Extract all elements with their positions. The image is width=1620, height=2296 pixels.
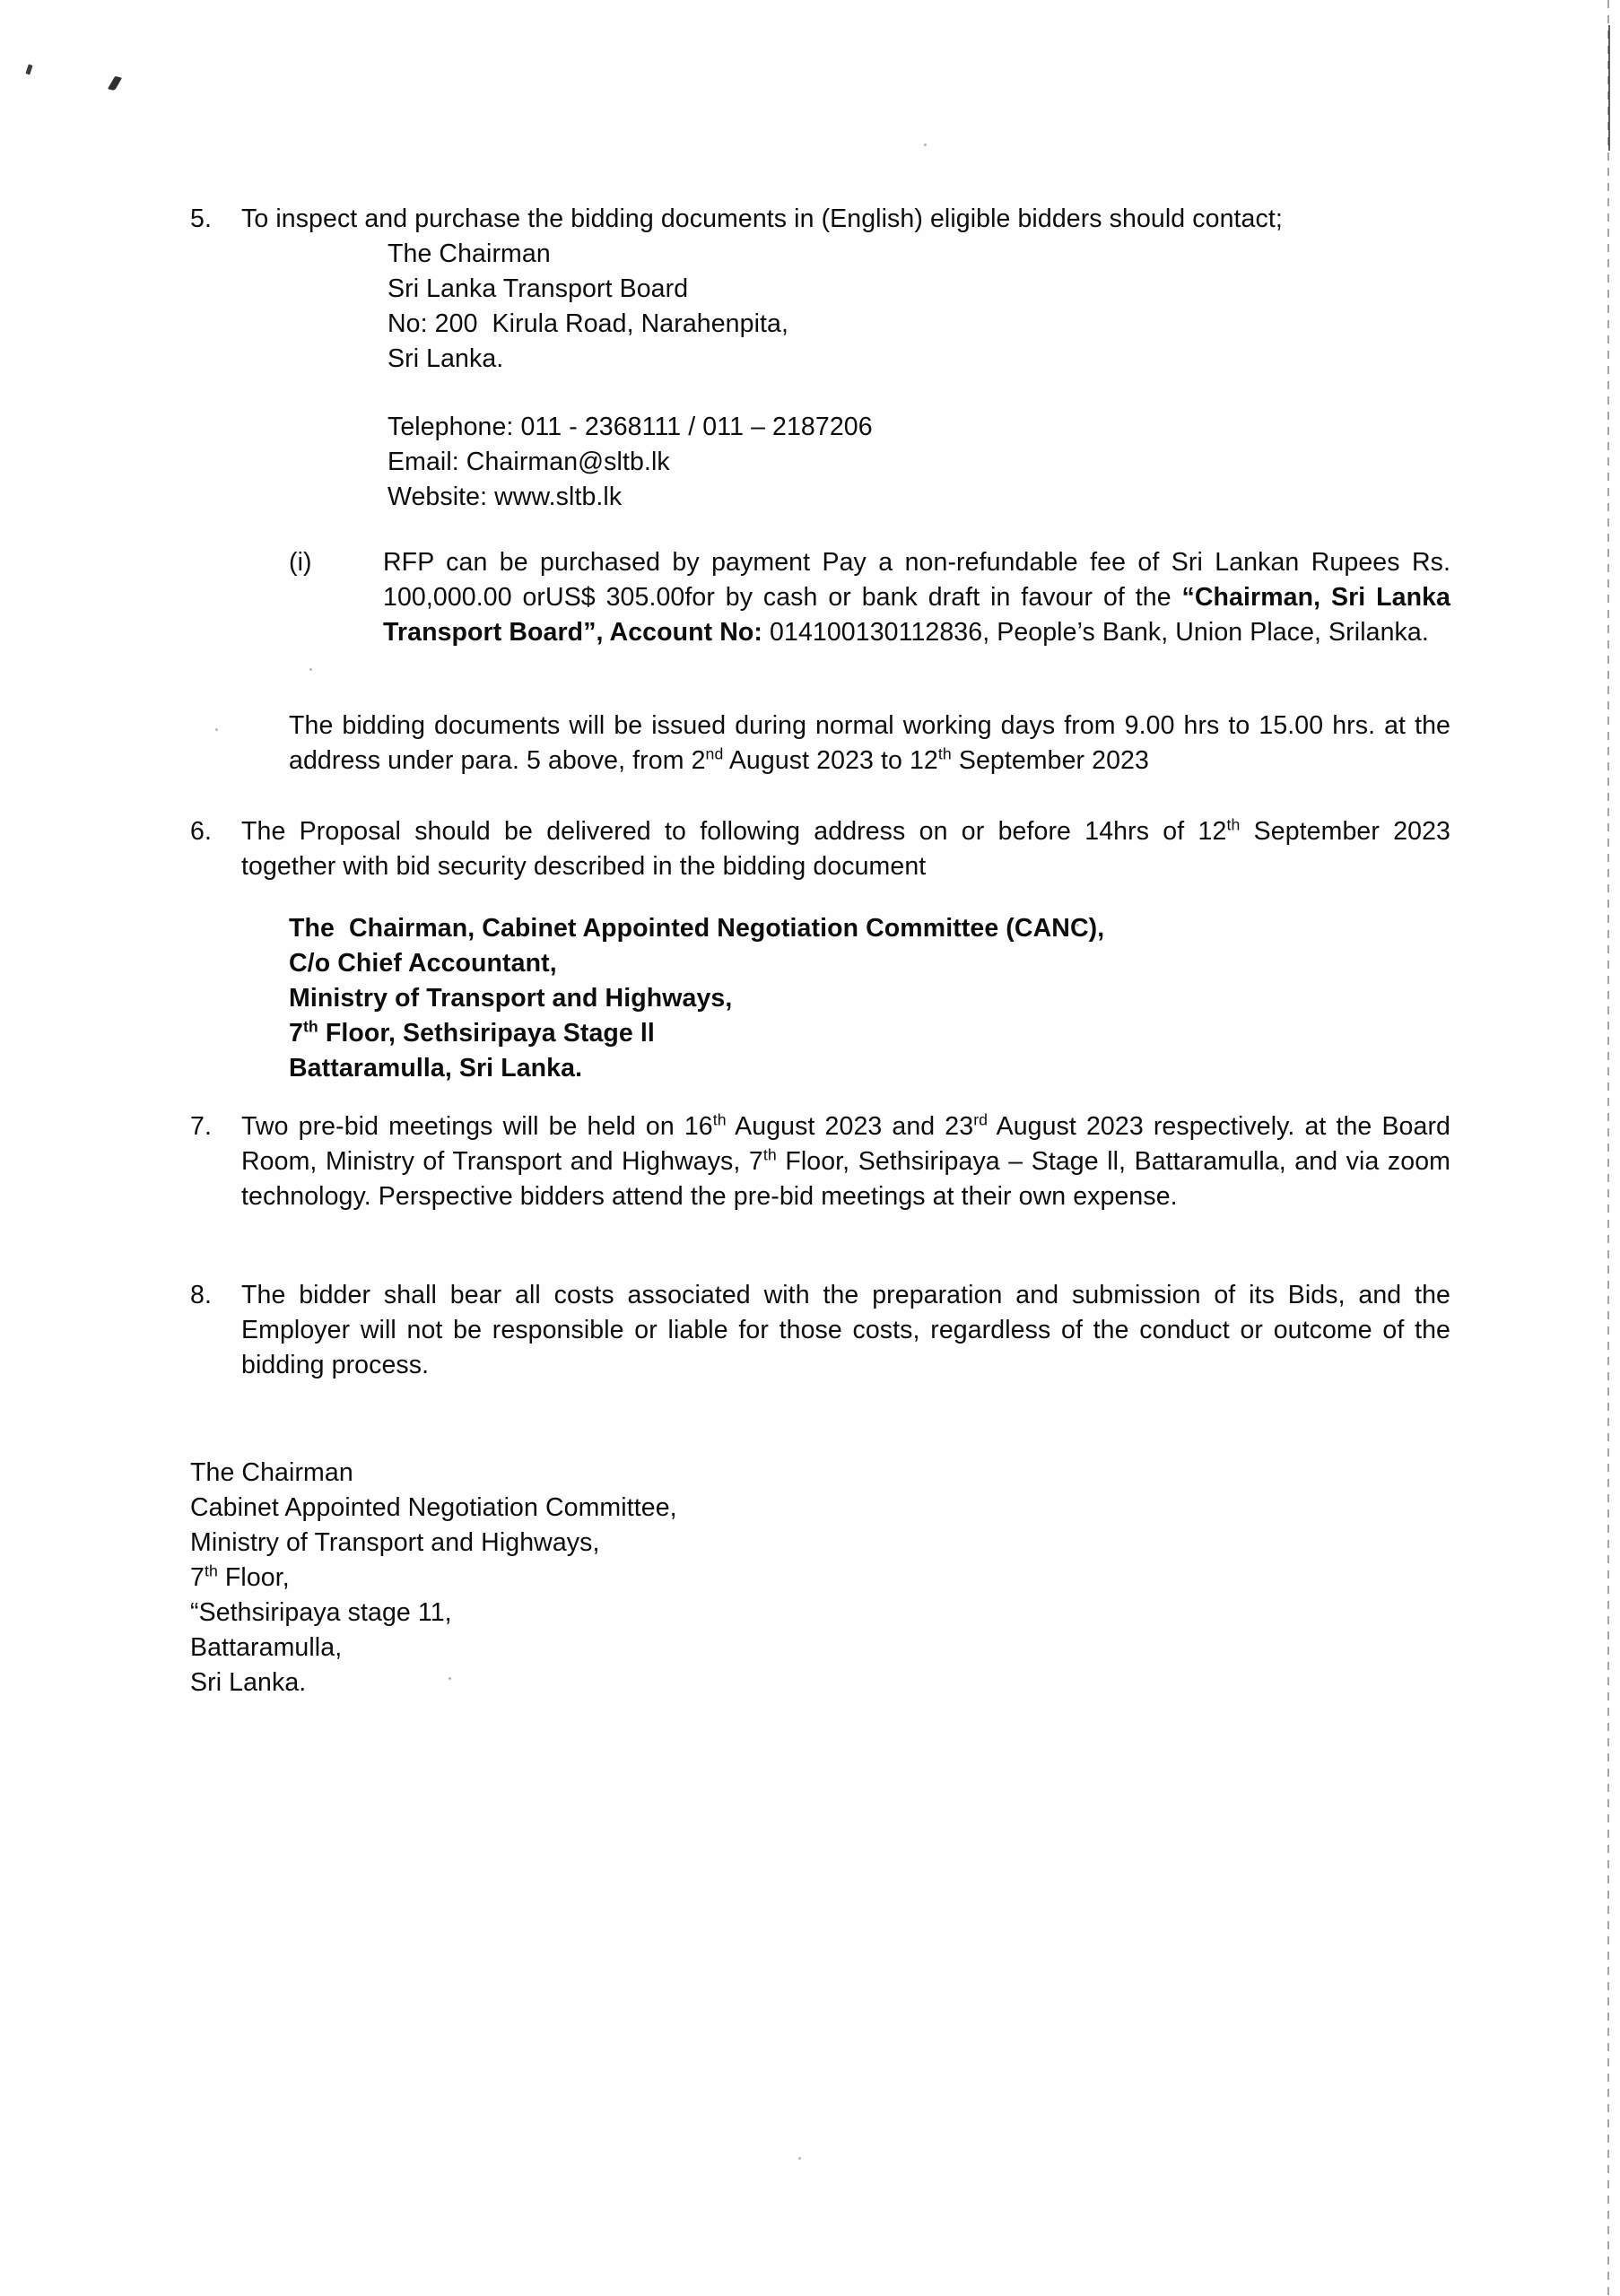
clause-7-part1: Two pre-bid meetings will be held on 16 xyxy=(241,1112,713,1141)
canc-address-line: C/o Chief Accountant, xyxy=(289,949,557,978)
clause-5-number: 5. xyxy=(190,204,212,233)
address-line: No: 200 Kirula Road, Narahenpita, xyxy=(388,309,789,338)
clause-5 xyxy=(190,202,1450,237)
clause-6-part2: September 2023 together with bid security described in the bidding document xyxy=(241,817,1450,881)
scan-speck xyxy=(798,2157,801,2160)
clause-6-text xyxy=(241,814,1450,884)
clause-6 xyxy=(190,814,1450,884)
clause-8-text: The bidder shall bear all costs associated with the preparation and submission of its Bids, and the Employer will not be responsible or liable for those costs, regardless of the conduct or outcome of the bidding process. xyxy=(241,1281,1450,1379)
clause-7-text xyxy=(241,1109,1450,1214)
floor-number: 7 xyxy=(289,1019,303,1048)
issue-note-part2: August 2023 to 12 xyxy=(723,746,938,775)
ordinal-suffix-th: th xyxy=(1226,815,1241,834)
signature-line: Ministry of Transport and Highways, xyxy=(190,1528,600,1557)
ordinal-suffix-th: th xyxy=(712,1110,727,1129)
canc-address-line-floor xyxy=(289,1016,1104,1051)
scan-artifact-right-edge-line xyxy=(1607,0,1609,2296)
clause-5-roman-i-text xyxy=(383,545,1450,650)
issue-note-part3: September 2023 xyxy=(951,746,1149,775)
clause-8 xyxy=(190,1278,1450,1383)
scan-artifact-right-edge-line-top xyxy=(1608,25,1610,151)
canc-address-line: The Chairman, Cabinet Appointed Negotiation Committee (CANC), xyxy=(289,914,1105,943)
ordinal-suffix-th: th xyxy=(937,744,952,763)
website-line: Website: www.sltb.lk xyxy=(388,483,623,511)
signature-line: The Chairman xyxy=(190,1458,353,1487)
clause-6-number: 6. xyxy=(190,817,212,846)
email-line: Email: Chairman@sltb.lk xyxy=(388,448,670,476)
canc-address-line: Battaramulla, Sri Lanka. xyxy=(289,1054,583,1083)
scan-artifact-mark-second xyxy=(108,76,122,91)
canc-address-line: Ministry of Transport and Highways, xyxy=(289,984,733,1013)
canc-delivery-address xyxy=(289,911,1104,1086)
rfp-fee-text-part2: 014100130112836, People’s Bank, Union Place, Srilanka. xyxy=(762,618,1429,647)
floor-rest: Floor, Sethsiripaya Stage ll xyxy=(318,1019,655,1048)
ordinal-suffix-th: th xyxy=(762,1145,777,1164)
clause-7 xyxy=(190,1109,1450,1214)
ordinal-suffix-rd: rd xyxy=(973,1110,989,1129)
scan-speck xyxy=(215,728,218,731)
clause-5-roman-i-number: (i) xyxy=(289,548,312,577)
address-line: Sri Lanka Transport Board xyxy=(388,274,689,303)
clause-8-number: 8. xyxy=(190,1281,212,1309)
scan-speck xyxy=(924,144,927,146)
clause-7-number: 7. xyxy=(190,1112,212,1141)
signature-line: Sri Lanka. xyxy=(190,1668,307,1697)
rfp-account-label: “Chairman, Sri Lanka Transport Board”, Account No: xyxy=(383,583,1450,647)
signature-block xyxy=(190,1456,677,1700)
bidding-documents-issue-note xyxy=(289,709,1450,778)
ordinal-suffix-nd: nd xyxy=(705,744,724,763)
clause-5-contact-details xyxy=(388,410,873,515)
clause-5-text: To inspect and purchase the bidding documents in (English) eligible bidders should contact; xyxy=(241,204,1283,233)
address-line: Sri Lanka. xyxy=(388,344,504,373)
clause-5-roman-i xyxy=(289,545,1450,650)
floor-rest: Floor, xyxy=(217,1563,290,1592)
clause-7-part3: August 2023 respectively. at the Board Room, Ministry of Transport and Highways, 7 xyxy=(241,1112,1450,1176)
scan-artifact-mark-left xyxy=(25,64,32,74)
ordinal-suffix-th: th xyxy=(204,1561,218,1580)
signature-line: Battaramulla, xyxy=(190,1633,343,1662)
signature-line-floor xyxy=(190,1561,677,1596)
clause-7-part4: Floor, Sethsiripaya – Stage ll, Battaramulla, and via zoom technology. Perspective bidders attend the pre-bid meetings at their own expense. xyxy=(241,1147,1450,1211)
rfp-fee-text-part1: RFP can be purchased by payment Pay a non-refundable fee of Sri Lankan Rupees Rs. 100,000.00 orUS$ 305.00for by cash or bank draft in favour of the xyxy=(383,548,1450,612)
signature-line: “Sethsiripaya stage 11, xyxy=(190,1598,452,1627)
ordinal-suffix-th: th xyxy=(302,1017,318,1036)
signature-line: Cabinet Appointed Negotiation Committee, xyxy=(190,1493,677,1522)
clause-7-part2: August 2023 and 23 xyxy=(726,1112,974,1141)
telephone-line: Telephone: 011 - 2368111 / 011 – 2187206 xyxy=(388,413,873,441)
issue-note-part1: The bidding documents will be issued during normal working days from 9.00 hrs to 15.00 hrs. at the address under para. 5 above, from 2 xyxy=(289,711,1450,775)
clause-6-part1: The Proposal should be delivered to following address on or before 14hrs of 12 xyxy=(241,817,1227,846)
scan-speck xyxy=(309,668,312,671)
address-line: The Chairman xyxy=(388,239,551,268)
clause-5-address xyxy=(388,237,788,377)
floor-number: 7 xyxy=(190,1563,205,1592)
